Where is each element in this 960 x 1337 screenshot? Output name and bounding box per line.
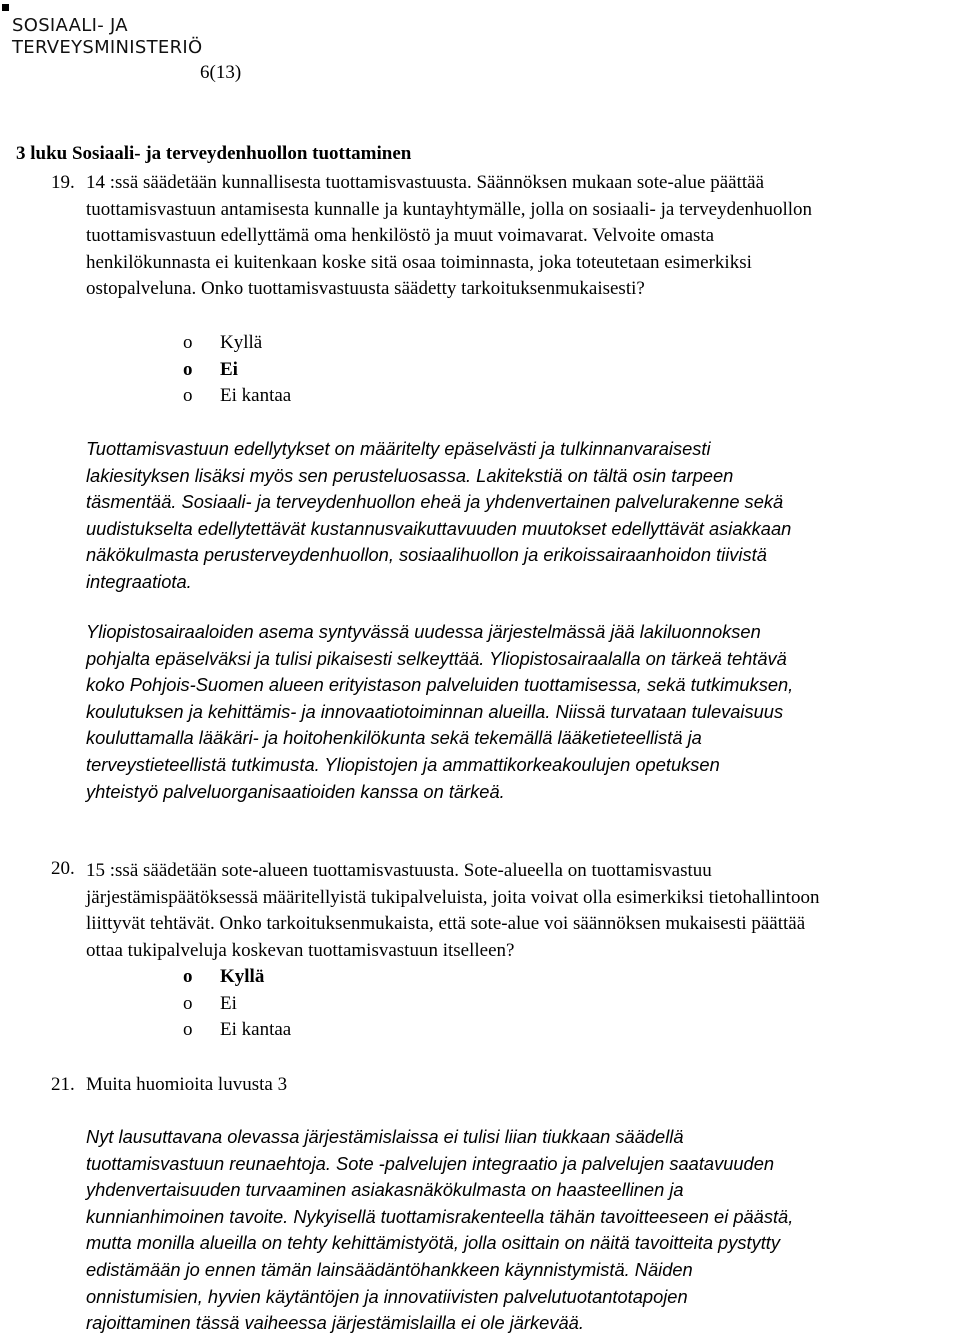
answer-line: pohjalta epäselväksi ja tulisi pikaisesti selkeyttää. Yliopistosairaalalla on tärkeä tehtävä [86,647,787,669]
answer-line: koulutuksen ja kehittämis- ja innovaatiotoiminnan alueilla. Niissä turvataan tulevaisuus [86,700,784,722]
question-21-number: 21. [51,1074,75,1095]
option-bullet-icon: o [183,385,193,406]
text-line: 15 :ssä säädetään sote-alueen tuottamisvastuusta. Sote-alueella on tuottamisvastuu [86,860,712,881]
text-line: ostopalveluna. Onko tuottamisvastuusta säädetty tarkoituksenmukaisesti? [86,278,645,299]
answer-line: kunnianhimoinen tavoite. Nykyisellä tuottamisrakenteella tähän tavoitteeseen ei päästä, [86,1205,794,1227]
text-line: järjestämispäätöksessä määritellyistä tukipalveluista, joita voivat olla esimerkiksi tietohallintoon [86,886,820,908]
option-bullet-icon: o [183,332,193,353]
option-no-opinion[interactable] [183,1017,291,1044]
answer-line: koko Pohjois-Suomen alueen erityistason palveluiden tuottamisessa, sekä tutkimuksen, [86,674,794,696]
page-number: 6(13) [200,62,242,83]
question-20-options [183,964,291,1044]
answer-line: yhdenvertaisuuden turvaaminen asiakasnäkökulmasta on haasteellinen ja [86,1179,684,1201]
option-yes[interactable] [183,964,291,991]
option-label: Ei kantaa [220,385,292,406]
answer-line: kouluttamalla lääkäri- ja hoitohenkilökunta sekä tekemällä lääketieteellistä ja [86,727,702,749]
answer-line: Yliopistosairaaloiden asema syntyvässä uudessa järjestelmässä jää lakiluonnoksen [86,621,761,642]
logo-square-icon [2,4,9,11]
answer-line: tuottamisvastuun reunaehtoja. Sote -palvelujen integraatio ja palvelujen saatavuuden [86,1152,775,1174]
answer-line: lakiesityksen lisäksi myös sen perusteluosassa. Lakitekstiä on tältä osin tarpeen [86,464,734,486]
option-bullet-icon: o [183,1019,193,1040]
question-21-title: Muita huomioita luvusta 3 [86,1074,288,1095]
question-20-number: 20. [51,858,75,879]
answer-line: integraatiota. [86,570,192,592]
answer-line: mutta monilla alueilla on tehty kehittämistyötä, jolla osittain on näitä tavoitteita pystytty [86,1232,781,1254]
option-no[interactable] [183,991,291,1018]
question-19-options [183,330,291,410]
logo-line-1: SOSIAALI- JA [12,15,128,36]
answer-line: täsmentää. Sosiaali- ja terveydenhuollon eheä ja yhdenvertainen palvelurakenne sekä [86,491,784,513]
answer-line: terveystieteellistä tutkimusta. Yliopistojen ja ammattikorkeakoulujen opetuksen [86,753,720,775]
option-label: Ei kantaa [220,1019,292,1040]
option-no-opinion[interactable] [183,383,291,410]
answer-line: Tuottamisvastuun edellytykset on määritelty epäselvästi ja tulkinnanvaraisesti [86,438,711,459]
answer-line: rajoittaminen tässä vaiheessa järjestämislailla ei ole järkevää. [86,1312,584,1334]
text-line: liittyvät tehtävät. Onko tarkoituksenmukaista, että sote-alue voi säännöksen mukaisesti päättää [86,913,806,934]
answer-line: uudistukselta edellytettävät kustannusvaikuttavuuden muutokset edellyttävät asiakkaan [86,517,792,539]
answer-line: näkökulmasta perusterveydenhuollon, sosiaalihuollon ja erikoissairaanhoidon tiivistä [86,544,767,566]
option-bullet-icon: o [183,992,193,1014]
question-19-number: 19. [51,172,75,193]
answer-line: Nyt lausuttavana olevassa järjestämislaissa ei tulisi liian tiukkaan säädellä [86,1126,684,1147]
option-yes[interactable] [183,330,291,357]
question-19-answer-paragraph-2 [86,619,793,805]
question-19-text [86,170,812,303]
answer-line: edistämään jo ennen tämän lainsäädäntöhankkeen käynnistymistä. Näiden [86,1258,693,1280]
text-line: tuottamisvastuun antamisesta kunnalle ja kuntayhtymälle, jolla on sosiaali- ja terveydenhuollon [86,198,813,220]
text-line: tuottamisvastuun edellyttämä oma henkilöstö ja muut voimavarat. Velvoite omasta [86,225,715,246]
answer-line: onnistumisien, hyvien käytäntöjen ja innovatiivisten palvelutuotantotapojen [86,1285,688,1307]
text-line: 14 :ssä säädetään kunnallisesta tuottamisvastuusta. Säännöksen mukaan sote-alue päättää [86,172,764,193]
option-no[interactable] [183,357,291,384]
option-label: Ei [220,358,238,380]
question-19-answer-paragraph-1 [86,436,791,596]
option-label: Kyllä [220,966,265,987]
question-21-answer [86,1124,793,1337]
option-bullet-icon: o [183,358,193,380]
text-line: henkilökunnasta ei kuitenkaan koske sitä osaa toiminnasta, joka toteutetaan esimerkiksi [86,251,752,273]
option-label: Ei [220,992,237,1014]
option-label: Kyllä [220,332,263,353]
text-line: ottaa tukipalveluja koskevan tuottamisvastuun itselleen? [86,939,515,961]
logo-line-2: TERVEYSMINISTERIÖ [12,37,203,58]
question-20-text [86,858,819,964]
answer-line: yhteistyö palveluorganisaatioiden kanssa on tärkeä. [86,780,505,802]
chapter-title: 3 luku Sosiaali- ja terveydenhuollon tuottaminen [16,143,412,164]
option-bullet-icon: o [183,966,193,987]
